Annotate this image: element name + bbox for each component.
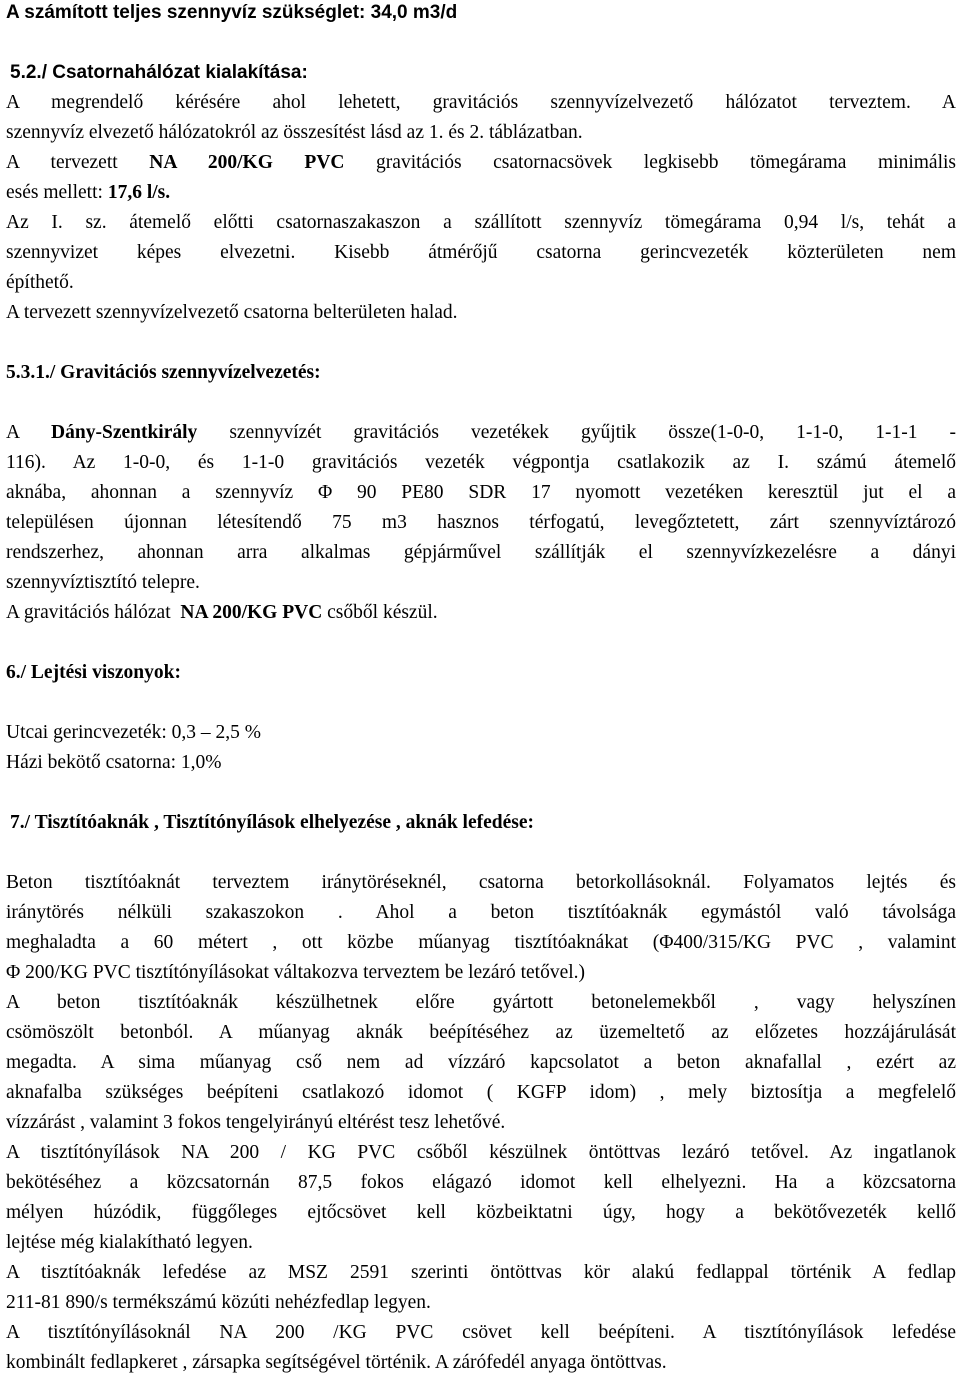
location-bold: Dány-Szentkirály — [51, 422, 198, 443]
section-7-line: mélyen húzódik, függőleges ejtőcsövet kell közbeiktatni úgy, hogy a bekötővezeték kellő — [6, 1202, 956, 1223]
section-7-line: iránytörés nélküli szakaszokon . Ahol a beton tisztítóaknák egymástól való távolsága — [6, 902, 956, 923]
section-7-line: 211-81 890/s termékszámú közúti nehézfedlap legyen. — [6, 1292, 431, 1313]
section-7-line: megadta. A sima műanyag cső nem ad vízzáró kapcsolatot a beton aknafallal , ezért az — [6, 1052, 956, 1073]
section-5-3-1-line: aknába, ahonnan a szennyvíz Φ 90 PE80 SDR 17 nyomott vezetéken keresztül jut el a — [6, 482, 956, 503]
section-5-2-line: építhető. — [6, 272, 74, 293]
section-7-line: A tisztítóaknák lefedése az MSZ 2591 szerinti öntöttvas kör alakú fedlappal történik A fedlap — [6, 1262, 956, 1283]
section-5-3-1-line: A gravitációs hálózat NA 200/KG PVC csőből készül. — [6, 602, 438, 623]
section-5-2-line: szennyvíz elvezető hálózatokról az összesítést lásd az 1. és 2. táblázatban. — [6, 122, 583, 143]
section-7-line: A tisztítónyílások NA 200 / KG PVC csőből készülnek öntöttvas lezáró tetővel. Az ingatlanok — [6, 1142, 956, 1163]
section-7-heading: 7./ Tisztítóaknák , Tisztítónyílások elhelyezése , aknák lefedése: — [10, 812, 534, 833]
section-6-heading: 6./ Lejtési viszonyok: — [6, 662, 181, 683]
section-5-2-heading: 5.2./ Csatornahálózat kialakítása: — [10, 62, 308, 83]
section-7-line: kombinált fedlapkeret , zársapka segítségével történik. A zárófedél anyaga öntöttvas. — [6, 1352, 667, 1373]
section-5-3-1-line: rendszerhez, ahonnan arra alkalmas gépjárművel szállítják el szennyvízkezelésre a dányi — [6, 542, 956, 563]
section-5-2-line: szennyvizet képes elvezetni. Kisebb átmérőjű csatorna gerincvezeték közterületen nem — [6, 242, 956, 263]
section-5-2-line: A megrendelő kérésére ahol lehetett, gravitációs szennyvízelvezető hálózatot terveztem. A — [6, 92, 956, 113]
pipe-type-bold: NA 200/KG PVC — [180, 602, 323, 623]
section-5-3-1-line: 116). Az 1-0-0, és 1-1-0 gravitációs vezeték végpontja csatlakozik az I. számú átemelő — [6, 452, 956, 473]
section-5-2-line: A tervezett szennyvízelvezető csatorna belterületen halad. — [6, 302, 458, 323]
section-5-3-1-line: szennyvíztisztító telepre. — [6, 572, 200, 593]
calculated-need-text: A számított teljes szennyvíz szükséglet: 34,0 m3/d — [6, 2, 458, 23]
section-7-line: A tisztítónyílásoknál NA 200 /KG PVC csövet kell beépíteni. A tisztítónyílások lefedése — [6, 1322, 956, 1343]
section-6-line: Házi bekötő csatorna: 1,0% — [6, 752, 222, 773]
section-5-3-1-line: A Dány-Szentkirály szennyvízét gravitációs vezetékek gyűjtik össze(1-0-0, 1-1-0, 1-1-1 - — [6, 422, 956, 443]
section-5-2-line: Az I. sz. átemelő előtti csatornaszakaszon a szállított szennyvíz tömegárama 0,94 l/s, tehát a — [6, 212, 956, 233]
section-7-line: lejtése még kialakítható legyen. — [6, 1232, 253, 1253]
section-5-2-line: A tervezett NA 200/KG PVC gravitációs csatornacsövek legkisebb tömegárama minimális — [6, 152, 957, 173]
calculated-need-line — [6, 0, 956, 28]
flow-value-bold: 17,6 l/s. — [107, 182, 171, 203]
document-page — [6, 0, 956, 1378]
section-7-line: A beton tisztítóaknák készülhetnek előre gyártott betonelemekből , vagy helyszínen — [6, 992, 956, 1013]
section-7-line: bekötéséhez a közcsatornán 87,5 fokos elágazó idomot kell elhelyezni. Ha a közcsatorna — [6, 1172, 956, 1193]
section-5-3-1-line: településen újonnan létesítendő 75 m3 hasznos térfogatú, levegőztetett, zárt szennyvíztározó — [6, 512, 956, 533]
section-6-line: Utcai gerincvezeték: 0,3 – 2,5 % — [6, 722, 262, 743]
section-7-line: aknafalba szükséges beépíteni csatlakozó idomot ( KGFP idom) , mely biztosítja a megfelelő — [6, 1082, 956, 1103]
section-7-line: Φ 200/KG PVC tisztítónyílásokat váltakozva terveztem be lezáró tetővel.) — [6, 962, 586, 983]
section-7-line: csömöszölt betonból. A műanyag aknák beépítéséhez az üzemeltető az előzetes hozzájárulását — [6, 1022, 956, 1043]
section-5-3-1-heading: 5.3.1./ Gravitációs szennyvízelvezetés: — [6, 362, 321, 383]
section-7-line: Beton tisztítóaknát terveztem iránytöréseknél, csatorna betorkollásoknál. Folyamatos lejtés és — [6, 872, 956, 893]
section-7-line: vízzárást , valamint 3 fokos tengelyirányú eltérést tesz lehetővé. — [6, 1112, 506, 1133]
pipe-type-bold: NA 200/KG PVC — [149, 152, 345, 173]
section-7-line: meghaladta a 60 métert , ott közbe műanyag tisztítóaknákat (Φ400/315/KG PVC , valamint — [6, 932, 956, 953]
section-5-2-line: esés mellett: 17,6 l/s. — [6, 182, 171, 203]
